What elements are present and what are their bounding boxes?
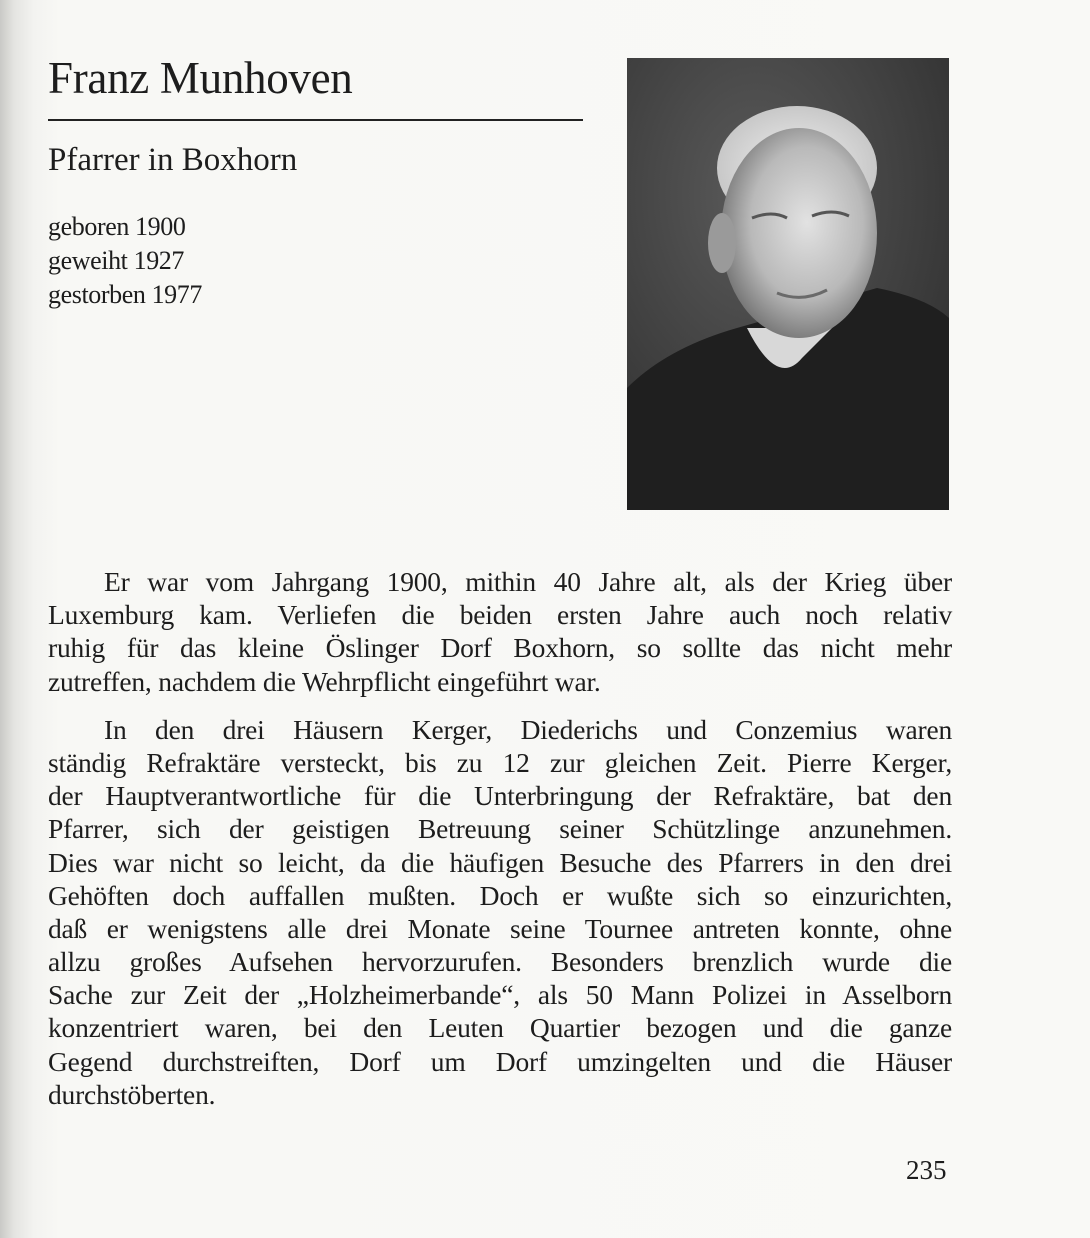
text-line: ständig Refraktäre versteckt, bis zu 12 zur gleichen Zeit. Pierre Kerger,: [48, 746, 952, 778]
subtitle-role: Pfarrer in Boxhorn: [48, 142, 298, 178]
text-line: Gegend durchstreiften, Dorf um Dorf umzingelten und die Häuser: [48, 1045, 952, 1077]
text-line: Gehöften doch auffallen mußten. Doch er wußte sich so einzurichten,: [48, 879, 952, 911]
text-line: Luxemburg kam. Verliefen die beiden ersten Jahre auch noch relativ: [48, 599, 952, 631]
page-title: Franz Munhoven: [48, 53, 353, 103]
text-line: durchstöberten.: [48, 1078, 216, 1110]
life-dates: [48, 210, 202, 312]
page-number: 235: [906, 1155, 947, 1185]
text-line: zutreffen, nachdem die Wehrpflicht eingeführt war.: [48, 665, 601, 697]
text-line: Dies war nicht so leicht, da die häufigen Besuche des Pfarrers in den drei: [48, 846, 952, 878]
date-born: geboren 1900: [48, 212, 186, 241]
date-ordained: geweiht 1927: [48, 246, 185, 275]
text-line: Pfarrer, sich der geistigen Betreuung seiner Schützlinge anzunehmen.: [48, 813, 952, 845]
portrait-image: [627, 58, 949, 510]
text-line: Er war vom Jahrgang 1900, mithin 40 Jahre alt, als der Krieg über: [104, 566, 952, 597]
text-line: Sache zur Zeit der „Holzheimerbande“, als 50 Mann Polizei in Asselborn: [48, 979, 952, 1011]
text-line: konzentriert waren, bei den Leuten Quartier bezogen und die ganze: [48, 1012, 952, 1044]
title-divider: [48, 119, 583, 121]
paragraph-2: [48, 713, 952, 1111]
portrait-photo: [627, 58, 949, 510]
paragraph-1: [48, 565, 952, 698]
text-line: In den drei Häusern Kerger, Diederichs und Conzemius waren: [104, 713, 952, 745]
text-line: ruhig für das kleine Öslinger Dorf Boxhorn, so sollte das nicht mehr: [48, 632, 952, 664]
text-line: daß er wenigstens alle drei Monate seine Tournee antreten konnte, ohne: [48, 912, 952, 944]
text-line: allzu großes Aufsehen hervorzurufen. Besonders brenzlich wurde die: [48, 946, 952, 978]
body-text: [48, 565, 952, 1126]
text-line: der Hauptverantwortliche für die Unterbringung der Refraktäre, bat den: [48, 780, 952, 812]
date-died: gestorben 1977: [48, 280, 202, 309]
